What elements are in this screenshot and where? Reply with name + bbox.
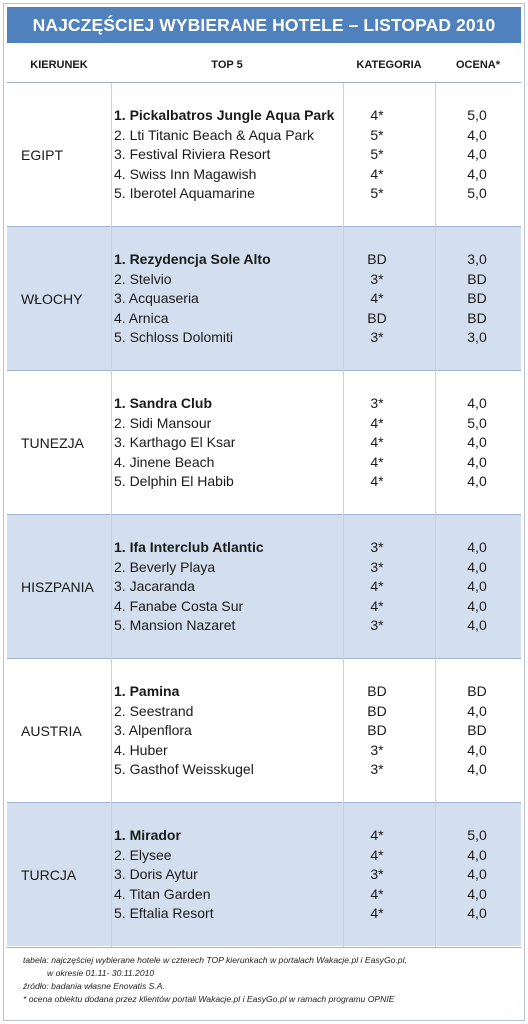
hotel-name: 2. Beverly Playa <box>114 558 216 575</box>
section-tunezja <box>7 370 521 514</box>
hotel-name: 2. Sidi Mansour <box>114 414 212 431</box>
hotel-ocena: 4,0 <box>467 905 487 922</box>
table-row <box>7 538 521 558</box>
table-row <box>7 106 521 126</box>
hotel-ocena: 4,0 <box>467 741 487 758</box>
table-row <box>7 721 521 741</box>
hotel-kategoria: 4* <box>370 846 384 863</box>
footnote-rating: * ocena obiektu dodana przez klientów portali Wakacje.pl i EasyGo.pl w ramach programu OPNIE <box>23 994 395 1004</box>
table-row <box>7 184 521 204</box>
hotel-kategoria: 4* <box>370 578 384 595</box>
section-austria <box>7 658 521 802</box>
table-footer <box>7 947 521 1022</box>
hotel-name: 3. Karthago El Ksar <box>114 434 236 451</box>
table-row <box>7 270 521 290</box>
table-row <box>7 702 521 722</box>
hotel-ocena: 5,0 <box>467 414 487 431</box>
table-row <box>7 760 521 780</box>
table-header <box>7 47 521 83</box>
hotel-ocena: 4,0 <box>467 846 487 863</box>
hotel-kategoria: 4* <box>370 905 384 922</box>
hotel-kategoria: 4* <box>370 453 384 470</box>
hotel-kategoria: 4* <box>370 414 384 431</box>
hotel-kategoria: BD <box>367 251 387 267</box>
hotel-name: 3. Acquaseria <box>114 290 199 307</box>
country-label: WŁOCHY <box>21 291 83 307</box>
table-row <box>7 846 521 866</box>
hotel-ocena: 5,0 <box>467 827 487 843</box>
hotel-name: 1. Sandra Club <box>114 395 213 411</box>
hotel-ocena: 4,0 <box>467 617 487 634</box>
hotel-ocena: BD <box>467 309 487 326</box>
column-divider <box>343 83 344 947</box>
hotel-name: 3. Festival Riviera Resort <box>114 146 271 163</box>
hotel-name: 5. Gasthof Weisskugel <box>114 761 254 778</box>
hotel-ocena: 4,0 <box>467 761 487 778</box>
hotel-kategoria: BD <box>367 683 387 699</box>
table-row <box>7 741 521 761</box>
table-row <box>7 165 521 185</box>
hotel-name: 1. Rezydencja Sole Alto <box>114 251 271 267</box>
hotel-ocena: 3,0 <box>467 251 487 267</box>
hotel-name: 2. Elysee <box>114 846 172 863</box>
column-divider <box>111 83 112 947</box>
hotel-kategoria: 3* <box>370 329 384 346</box>
footnote-source-table: tabela: najczęściej wybierane hotele w czterech TOP kierunkach w portalach Wakacje.pl i EasyGo.pl, <box>23 955 407 965</box>
hotel-ocena: 4,0 <box>467 578 487 595</box>
hotel-ocena: 3,0 <box>467 329 487 346</box>
table-row <box>7 126 521 146</box>
footnote-source: źródło: badania własne Enovatis S.A. <box>23 981 165 991</box>
header-kierunek: KIERUNEK <box>30 59 88 71</box>
hotel-ocena: 4,0 <box>467 473 487 490</box>
hotel-ocena: 4,0 <box>467 866 487 883</box>
hotel-kategoria: BD <box>367 722 387 739</box>
table-row <box>7 682 521 702</box>
table-row <box>7 472 521 492</box>
hotel-name: 4. Titan Garden <box>114 885 211 902</box>
hotel-name: 2. Seestrand <box>114 702 194 719</box>
hotel-name: 1. Mirador <box>114 827 181 843</box>
table-row <box>7 433 521 453</box>
hotel-name: 4. Swiss Inn Magawish <box>114 165 257 182</box>
table-row <box>7 309 521 329</box>
table-row <box>7 414 521 434</box>
hotel-kategoria: 3* <box>370 866 384 883</box>
hotel-name: 3. Alpenflora <box>114 722 192 739</box>
header-top5: TOP 5 <box>211 59 243 71</box>
hotel-kategoria: 3* <box>370 539 384 555</box>
hotel-kategoria: 3* <box>370 558 384 575</box>
section-włochy <box>7 226 521 370</box>
hotel-name: 1. Pickalbatros Jungle Aqua Park <box>114 107 335 123</box>
hotel-name: 5. Schloss Dolomiti <box>114 329 234 346</box>
hotel-kategoria: 4* <box>370 473 384 490</box>
hotel-ocena: BD <box>467 683 487 699</box>
table-row <box>7 577 521 597</box>
footnote-period: w okresie 01.11- 30.11.2010 <box>47 968 155 978</box>
section-egipt <box>7 82 521 226</box>
hotel-name: 4. Huber <box>114 741 168 758</box>
hotel-ocena: 4,0 <box>467 558 487 575</box>
hotel-name: 5. Iberotel Aquamarine <box>114 185 255 202</box>
hotel-kategoria: 4* <box>370 165 384 182</box>
table-row <box>7 145 521 165</box>
table-row <box>7 394 521 414</box>
hotel-ocena: 4,0 <box>467 885 487 902</box>
hotel-name: 4. Arnica <box>114 309 169 326</box>
hotel-name: 2. Stelvio <box>114 270 172 287</box>
country-label: HISZPANIA <box>21 579 94 595</box>
hotel-name: 3. Doris Aytur <box>114 866 198 883</box>
table-row <box>7 865 521 885</box>
table-title: NAJCZĘŚCIEJ WYBIERANE HOTELE – LISTOPAD 2010 <box>7 7 521 43</box>
table-row <box>7 904 521 924</box>
hotel-ocena: 4,0 <box>467 146 487 163</box>
hotel-ocena: 4,0 <box>467 453 487 470</box>
hotel-ocena: 5,0 <box>467 107 487 123</box>
hotel-name: 4. Fanabe Costa Sur <box>114 597 244 614</box>
hotel-name: 4. Jinene Beach <box>114 453 215 470</box>
header-kategoria: KATEGORIA <box>356 59 422 71</box>
table-row <box>7 597 521 617</box>
hotel-kategoria: 3* <box>370 395 384 411</box>
hotel-kategoria: BD <box>367 309 387 326</box>
table-row <box>7 453 521 473</box>
hotel-kategoria: 3* <box>370 270 384 287</box>
hotel-ocena: 4,0 <box>467 702 487 719</box>
table-row <box>7 328 521 348</box>
header-ocena: OCENA* <box>455 59 500 71</box>
hotel-ocena: BD <box>467 722 487 739</box>
table-frame <box>3 3 525 1021</box>
hotel-ocena: 4,0 <box>467 597 487 614</box>
hotel-kategoria: 4* <box>370 597 384 614</box>
hotel-kategoria: 5* <box>370 185 384 202</box>
table-row <box>7 558 521 578</box>
hotel-ocena: 5,0 <box>467 185 487 202</box>
hotel-ocena: 4,0 <box>467 165 487 182</box>
country-label: EGIPT <box>21 147 64 163</box>
hotel-ocena: 4,0 <box>467 539 487 555</box>
hotel-kategoria: 3* <box>370 761 384 778</box>
hotel-kategoria: 3* <box>370 741 384 758</box>
section-hiszpania <box>7 514 521 658</box>
table-row <box>7 885 521 905</box>
hotel-name: 5. Mansion Nazaret <box>114 617 236 634</box>
country-label: AUSTRIA <box>21 723 82 739</box>
hotel-kategoria: 5* <box>370 146 384 163</box>
hotel-name: 5. Eftalia Resort <box>114 905 214 922</box>
hotel-kategoria: 3* <box>370 617 384 634</box>
table-row <box>7 616 521 636</box>
hotel-name: 2. Lti Titanic Beach & Aqua Park <box>114 126 315 143</box>
table-row <box>7 250 521 270</box>
hotel-ocena: BD <box>467 270 487 287</box>
hotel-ocena: 4,0 <box>467 434 487 451</box>
hotel-kategoria: 4* <box>370 290 384 307</box>
hotel-kategoria: 4* <box>370 434 384 451</box>
hotel-kategoria: 4* <box>370 885 384 902</box>
hotel-name: 5. Delphin El Habib <box>114 473 234 490</box>
column-divider <box>435 83 436 947</box>
country-label: TURCJA <box>21 867 77 883</box>
section-turcja <box>7 802 521 946</box>
hotel-name: 3. Jacaranda <box>114 578 195 595</box>
hotel-ocena: 4,0 <box>467 395 487 411</box>
table-row <box>7 289 521 309</box>
hotel-kategoria: 4* <box>370 827 384 843</box>
hotel-ocena: 4,0 <box>467 126 487 143</box>
hotel-kategoria: 4* <box>370 107 384 123</box>
hotel-name: 1. Ifa Interclub Atlantic <box>114 539 264 555</box>
hotel-kategoria: 5* <box>370 126 384 143</box>
hotel-ocena: BD <box>467 290 487 307</box>
hotel-kategoria: BD <box>367 702 387 719</box>
hotel-name: 1. Pamina <box>114 683 180 699</box>
country-label: TUNEZJA <box>21 435 84 451</box>
table-row <box>7 826 521 846</box>
